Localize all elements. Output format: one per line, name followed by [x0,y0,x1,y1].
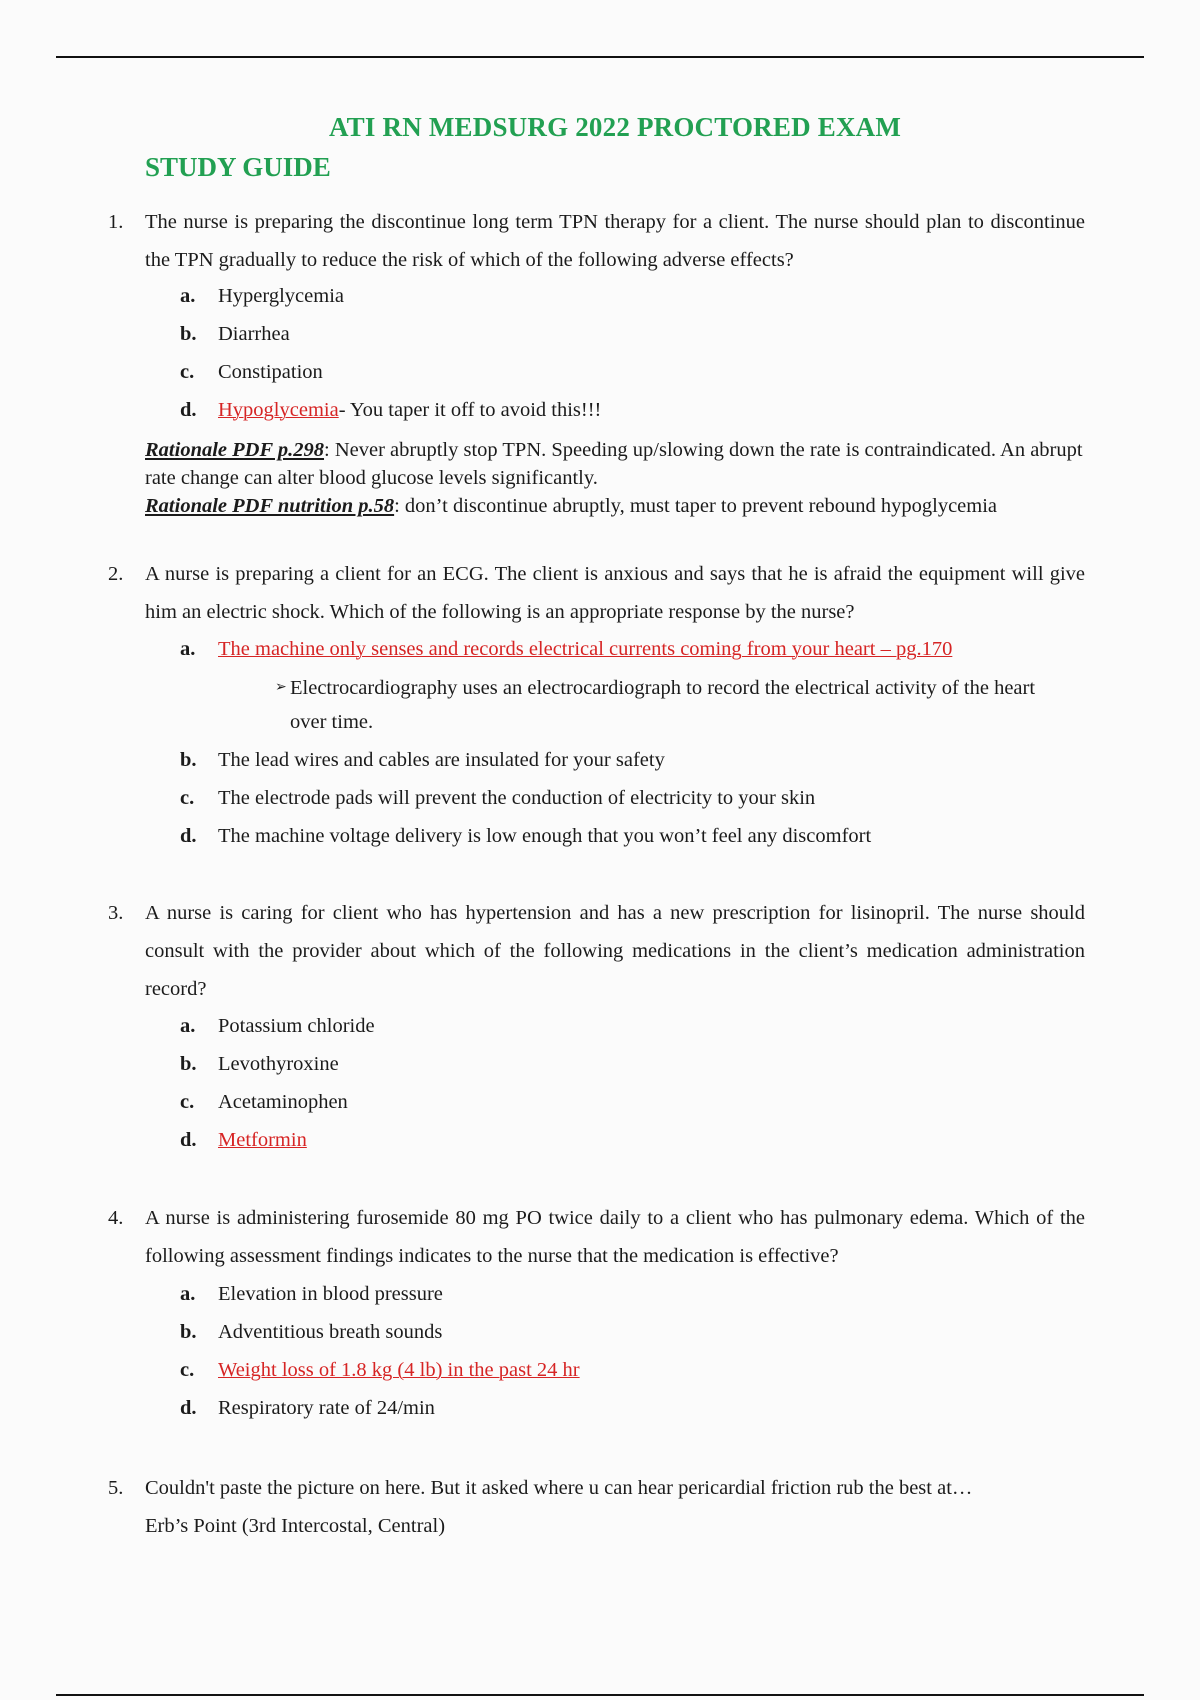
option-a: a. Elevation in blood pressure [180,1283,443,1305]
correct-answer: Hypoglycemia [218,399,339,421]
question-stem: Couldn't paste the picture on here. But it asked where u can hear pericardial friction rub the best at… [145,1477,973,1499]
correct-answer: The machine only senses and records electrical currents coming from your heart – pg.170 [218,638,953,660]
sub-bullet [275,671,1065,739]
question-number: 4. [108,1207,124,1229]
question-2 [108,555,1085,631]
correct-answer: Metformin [218,1129,307,1151]
page-title: ATI RN MEDSURG 2022 PROCTORED EXAM [328,112,902,142]
top-rule [56,56,1144,58]
answer-note: Erb’s Point (3rd Intercostal, Central) [145,1515,446,1537]
option-b: b. The lead wires and cables are insulated for your safety [180,749,665,771]
option-d: d. The machine voltage delivery is low enough that you won’t feel any discomfort [180,825,872,847]
question-5 [108,1469,1085,1507]
question-3-options [180,1007,375,1159]
question-stem: A nurse is administering furosemide 80 mg PO twice daily to a client who has pulmonary edema. Which of the following assessment findings indicates to the nurse that the medication is effective? [145,1207,1085,1267]
page-subtitle: STUDY GUIDE [145,152,331,182]
arrow-bullet-icon: ➢ [275,680,287,695]
question-1-options [180,277,601,429]
question-3 [108,894,1085,1008]
rationale-2 [145,492,1105,520]
option-a: a. Hyperglycemia [180,285,344,307]
option-c: c. Weight loss of 1.8 kg (4 lb) in the past 24 hr [180,1359,580,1381]
correct-answer: Weight loss of 1.8 kg (4 lb) in the past 24 hr [218,1359,580,1381]
option-c: c. Acetaminophen [180,1091,348,1113]
rationale-label: Rationale PDF nutrition p.58 [145,495,395,517]
option-c: c. The electrode pads will prevent the conduction of electricity to your skin [180,787,816,809]
option-b: b. Adventitious breath sounds [180,1321,443,1343]
question-stem: The nurse is preparing the discontinue long term TPN therapy for a client. The nurse should plan to discontinue the TPN gradually to reduce the risk of which of the following adverse effects? [145,211,1085,271]
question-number: 5. [108,1477,124,1499]
question-2-options [180,630,952,668]
rationale-text: : don’t discontinue abruptly, must taper to prevent rebound hypoglycemia [394,495,998,517]
option-d: d. Hypoglycemia- You taper it off to avoid this!!! [180,399,602,421]
option-b: b. Levothyroxine [180,1053,339,1075]
question-number: 2. [108,563,124,585]
question-stem: A nurse is caring for client who has hypertension and has a new prescription for lisinopril. The nurse should consult with the provider about which of the following medications in the client’s medication administration record? [145,902,1085,1000]
answer-note: - You taper it off to avoid this!!! [338,399,602,421]
question-stem: A nurse is preparing a client for an ECG. The client is anxious and says that he is afraid the equipment will give him an electric shock. Which of the following is an appropriate response by the nurse? [145,563,1085,623]
question-4 [108,1199,1085,1275]
question-number: 1. [108,211,124,233]
option-b: b. Diarrhea [180,323,290,345]
option-a: a. Potassium chloride [180,1015,375,1037]
option-d: d. Metformin [180,1129,307,1151]
sub-bullet-text: Electrocardiography uses an electrocardiograph to record the electrical activity of the heart over time. [290,677,1036,733]
bottom-rule [56,1694,1144,1696]
option-d: d. Respiratory rate of 24/min [180,1397,435,1419]
option-c: c. Constipation [180,361,323,383]
rationale-label: Rationale PDF p.298 [145,439,325,461]
question-2-more-options [180,741,871,855]
question-4-options [180,1275,580,1427]
question-number: 3. [108,902,124,924]
option-a: a. The machine only senses and records electrical currents coming from your heart – pg.170 [180,638,953,660]
question-1 [108,203,1085,279]
rationale-1 [145,436,1105,492]
rationale-text: : Never abruptly stop TPN. Speeding up/slowing down the rate is contraindicated. An abrupt rate change can alter blood glucose levels significantly. [145,439,1083,489]
